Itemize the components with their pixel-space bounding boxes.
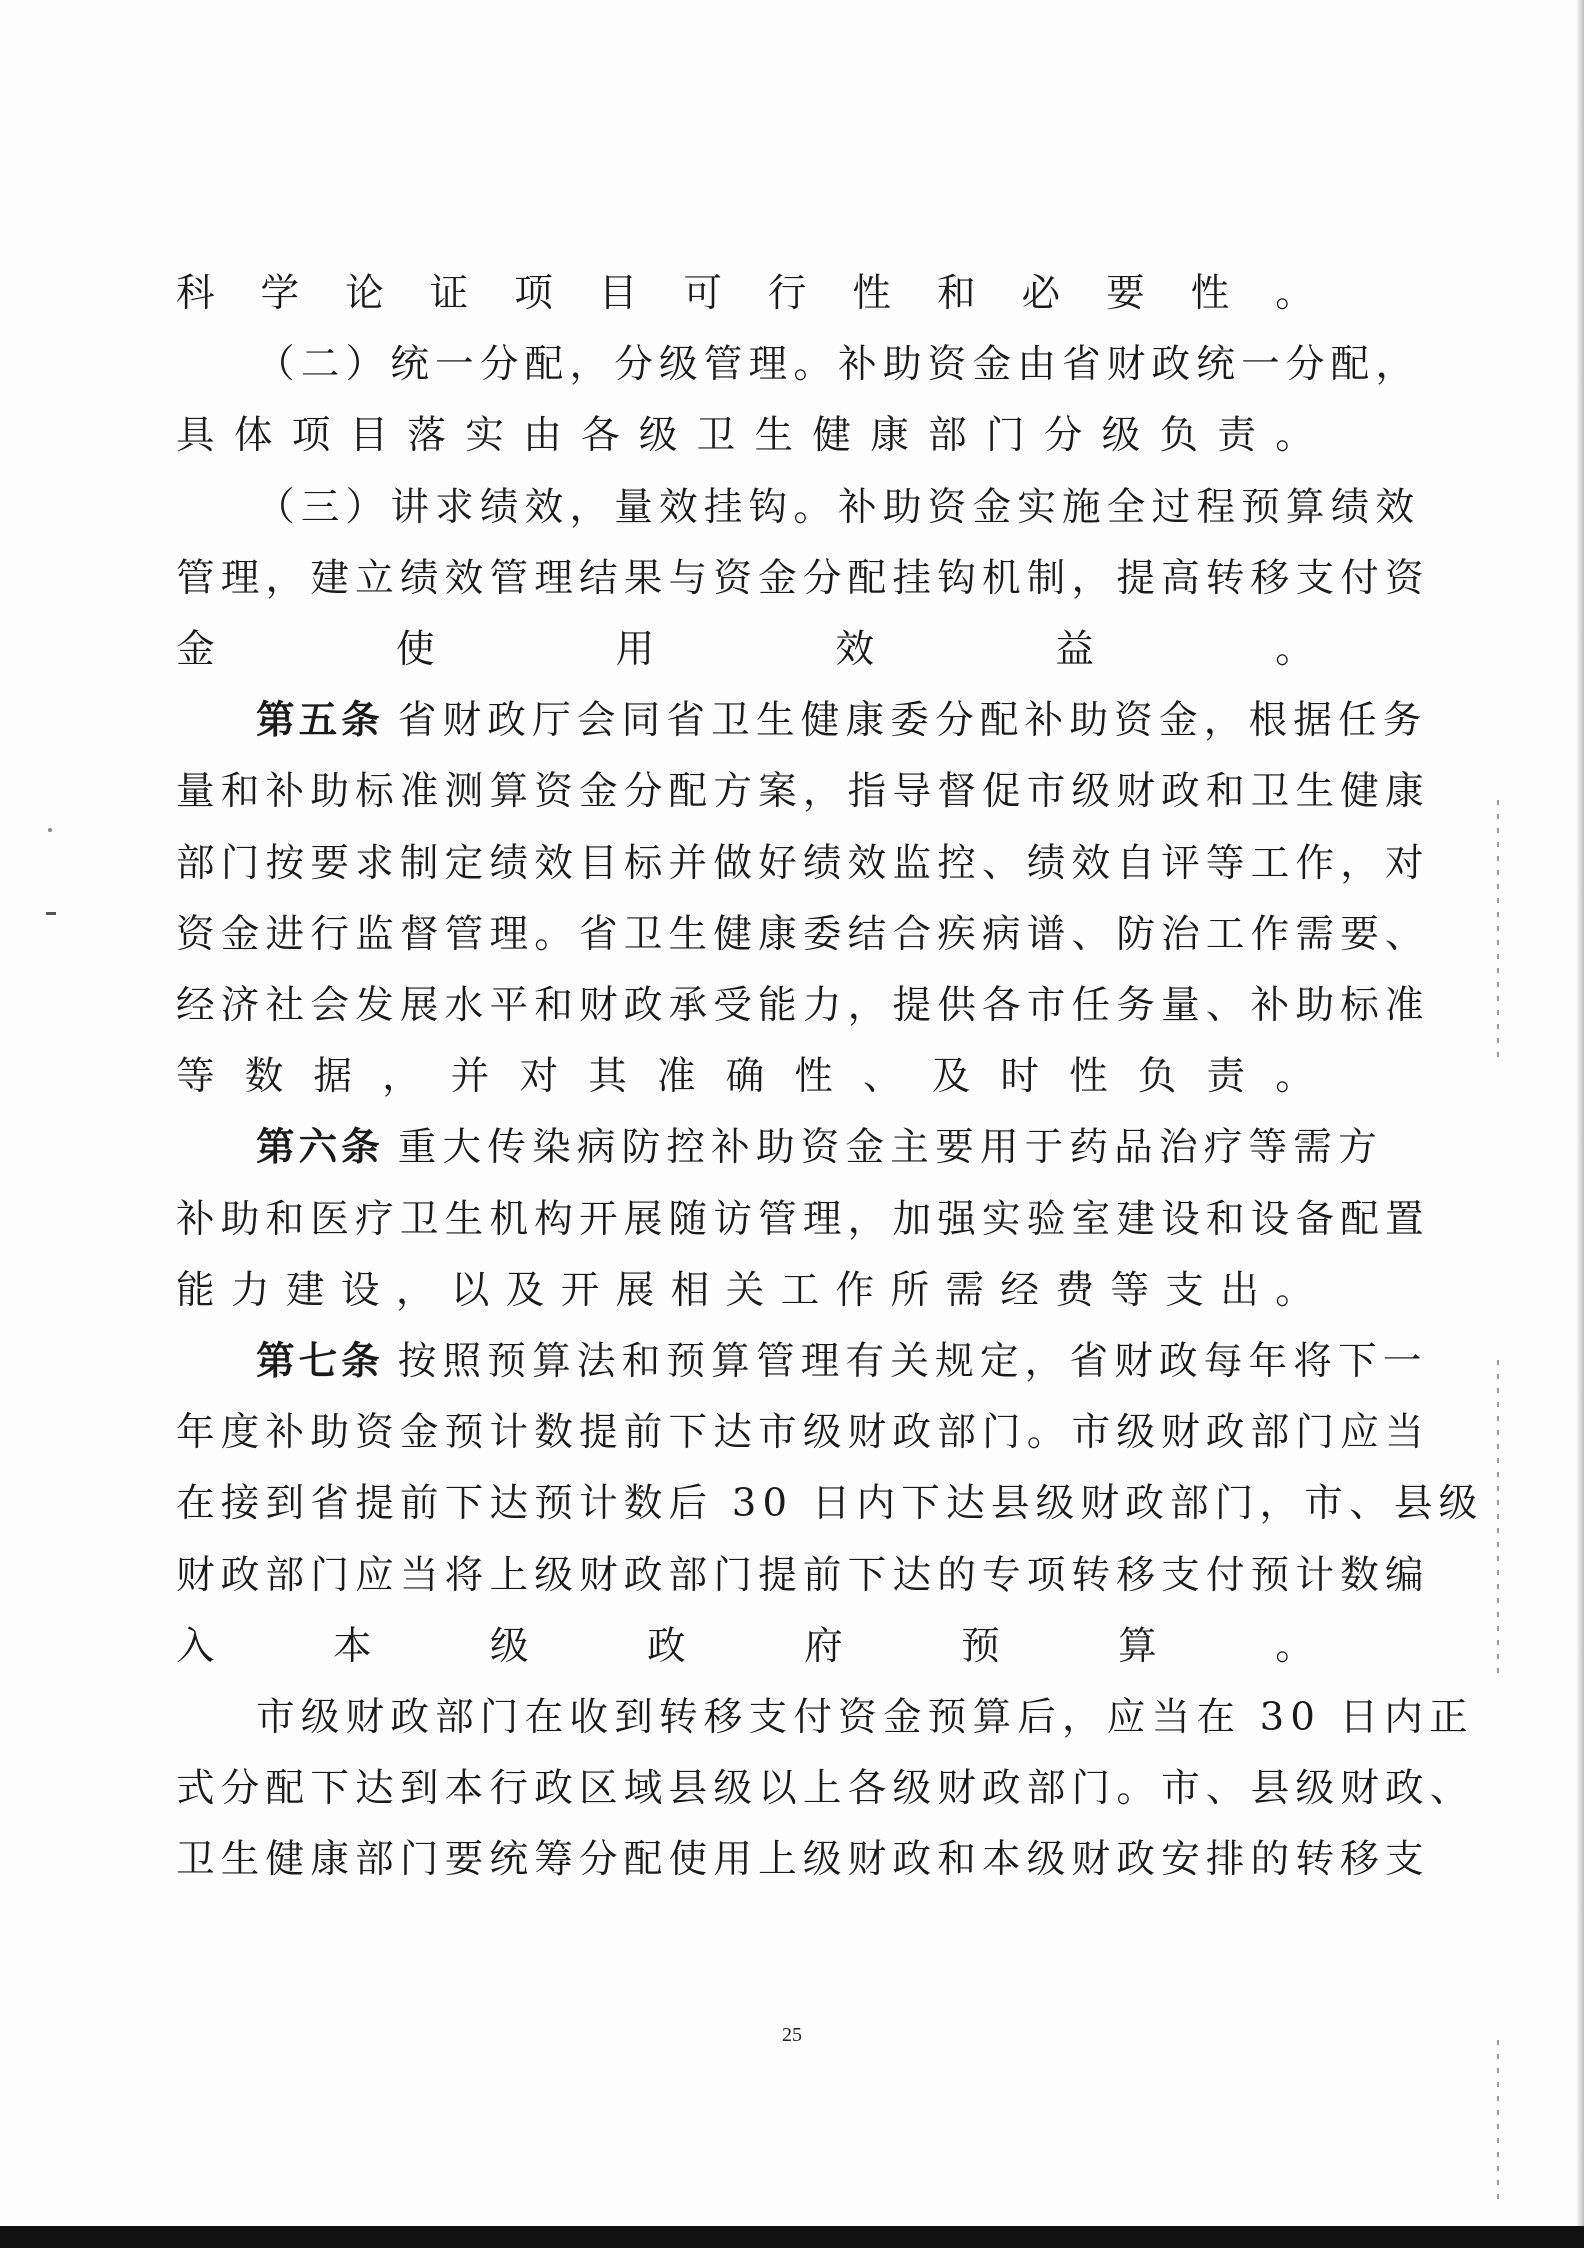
text-line-content: 金使用效益。 [176, 627, 1320, 673]
text-line [176, 1824, 1430, 1895]
text-line-content: 财政部门应当将上级财政部门提前下达的专项转移支付预计数编 [176, 1552, 1430, 1598]
page-number: 25 [782, 2024, 802, 2046]
text-line [176, 970, 1430, 1041]
text-line [176, 899, 1430, 970]
text-line [176, 1682, 1474, 1753]
text-line-content: 省财政厅会同省卫生健康委分配补助资金，根据任务 [397, 698, 1428, 744]
scan-artifact-mark [48, 828, 52, 832]
scan-artifact-dash [1497, 800, 1499, 1060]
text-line-content: 重大传染病防控补助资金主要用于药品治疗等需方 [397, 1125, 1383, 1171]
text-line [176, 685, 1428, 756]
text-line [176, 1112, 1383, 1183]
text-line-content: 在接到省提前下达预计数后 30 日内下达县级财政部门，市、县级 [176, 1481, 1484, 1527]
scan-edge [1576, 0, 1584, 2248]
text-line-content: 资金进行监督管理。省卫生健康委结合疾病谱、防治工作需要、 [176, 911, 1430, 957]
text-line-content: 量和补助标准测算资金分配方案，指导督促市级财政和卫生健康 [176, 769, 1430, 815]
text-line-content: 管理，建立绩效管理结果与资金分配挂钩机制，提高转移支付资 [176, 555, 1430, 601]
scan-edge [0, 2226, 1584, 2248]
article-label: 第六条 [256, 1125, 384, 1171]
text-line-content: 卫生健康部门要统筹分配使用上级财政和本级财政安排的转移支 [176, 1837, 1430, 1883]
text-line [176, 1184, 1430, 1255]
text-line-content: 经济社会发展水平和财政承受能力，提供各市任务量、补助标准 [176, 983, 1430, 1029]
text-line [176, 1255, 1320, 1326]
text-line-content: 科学论证项目可行性和必要性。 [176, 271, 1320, 316]
text-line [176, 472, 1421, 543]
text-line [176, 1397, 1430, 1468]
text-line [176, 543, 1430, 614]
scan-artifact-dash [1497, 2040, 1499, 2200]
article-label: 第五条 [256, 698, 384, 744]
text-line-content: 年度补助资金预计数提前下达市级财政部门。市级财政部门应当 [176, 1410, 1430, 1456]
text-line-content: 按照预算法和预算管理有关规定，省财政每年将下一 [397, 1339, 1428, 1385]
text-line-content: 具体项目落实由各级卫生健康部门分级负责。 [176, 413, 1320, 459]
text-line [176, 1326, 1428, 1397]
text-line-content: （三）讲求绩效，量效挂钩。补助资金实施全过程预算绩效 [256, 484, 1421, 530]
text-line [176, 614, 1320, 685]
text-line [176, 1611, 1320, 1682]
text-line [176, 756, 1430, 827]
text-line [176, 1753, 1475, 1824]
text-line-content: 部门按要求制定绩效目标并做好绩效监控、绩效自评等工作，对 [176, 840, 1430, 886]
text-line-content: （二）统一分配，分级管理。补助资金由省财政统一分配， [256, 342, 1421, 388]
text-line-content: 等数据，并对其准确性、及时性负责。 [176, 1054, 1320, 1100]
text-line [176, 329, 1421, 400]
document-body [176, 258, 1484, 1896]
text-line [176, 400, 1320, 471]
text-line-content: 市级财政部门在收到转移支付资金预算后，应当在 30 日内正 [256, 1695, 1474, 1741]
text-line [176, 828, 1430, 899]
text-line [176, 1468, 1484, 1539]
text-line [176, 1540, 1430, 1611]
text-line [176, 258, 1320, 329]
text-line-content: 式分配下达到本行政区域县级以上各级财政部门。市、县级财政、 [176, 1766, 1475, 1812]
text-line-content: 入本级政府预算。 [176, 1623, 1320, 1669]
text-line-content: 补助和医疗卫生机构开展随访管理，加强实验室建设和设备配置 [176, 1196, 1430, 1242]
scan-artifact-dash [1497, 1360, 1499, 1680]
article-label: 第七条 [256, 1339, 384, 1385]
text-line [176, 1041, 1320, 1112]
scan-artifact-mark [46, 912, 56, 915]
text-line-content: 能力建设，以及开展相关工作所需经费等支出。 [176, 1267, 1320, 1313]
